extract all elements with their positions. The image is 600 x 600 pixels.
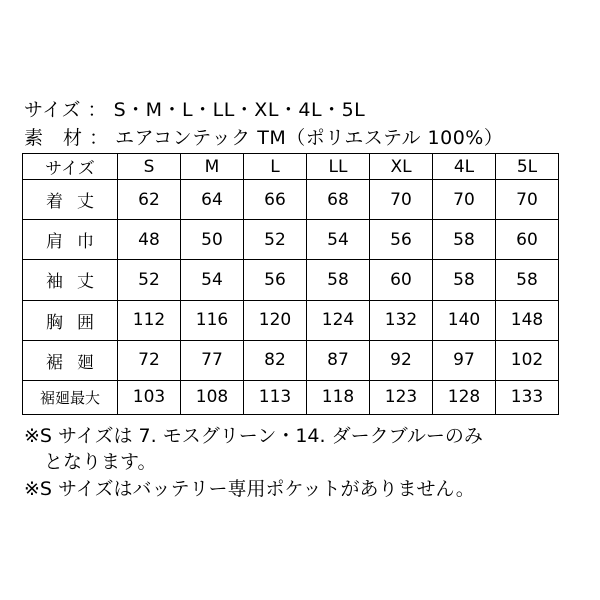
row-label: 裾廻 <box>23 340 118 380</box>
table-cell: 52 <box>244 220 307 260</box>
table-cell: 148 <box>496 300 559 340</box>
note-s-size-battery-pocket: ※S サイズはバッテリー専用ポケットがありません。 <box>24 478 475 500</box>
table-cell: 64 <box>181 180 244 220</box>
table-cell: 50 <box>181 220 244 260</box>
table-row <box>23 220 559 260</box>
table-cell: 70 <box>370 180 433 220</box>
table-cell: 124 <box>307 300 370 340</box>
column-header-size: XL <box>370 154 433 180</box>
table-cell: 70 <box>496 180 559 220</box>
table-cell: 116 <box>181 300 244 340</box>
row-label: 裾廻最大 <box>23 380 118 414</box>
table-cell: 140 <box>433 300 496 340</box>
table-row <box>23 260 559 300</box>
column-header-size: L <box>244 154 307 180</box>
table-cell: 77 <box>181 340 244 380</box>
note-s-size-colors-continued: となります。 <box>44 451 157 473</box>
table-cell: 118 <box>307 380 370 414</box>
table-cell: 113 <box>244 380 307 414</box>
table-row <box>23 180 559 220</box>
table-cell: 60 <box>370 260 433 300</box>
table-cell: 97 <box>433 340 496 380</box>
table-cell: 56 <box>370 220 433 260</box>
table-cell: 70 <box>433 180 496 220</box>
table-row <box>23 380 559 414</box>
table-cell: 123 <box>370 380 433 414</box>
table-cell: 72 <box>118 340 181 380</box>
table-cell: 112 <box>118 300 181 340</box>
table-cell: 68 <box>307 180 370 220</box>
material-line <box>24 126 503 150</box>
sizes-line <box>24 98 365 122</box>
sizes-separator: ： <box>87 99 108 121</box>
table-cell: 87 <box>307 340 370 380</box>
material-value: エアコンテック TM（ポリエステル 100%） <box>115 127 504 149</box>
table-cell: 58 <box>433 220 496 260</box>
sizes-value: S・M・L・LL・XL・4L・5L <box>113 99 366 121</box>
row-label: 胸囲 <box>23 300 118 340</box>
table-cell: 108 <box>181 380 244 414</box>
column-header-size: 5L <box>496 154 559 180</box>
table-cell: 52 <box>118 260 181 300</box>
table-cell: 133 <box>496 380 559 414</box>
column-header-size: 4L <box>433 154 496 180</box>
column-header-size: M <box>181 154 244 180</box>
table-cell: 56 <box>244 260 307 300</box>
table-cell: 82 <box>244 340 307 380</box>
table-cell: 92 <box>370 340 433 380</box>
material-label: 素 材 <box>24 127 83 149</box>
size-chart-table <box>22 153 559 415</box>
note-s-size-colors: ※S サイズは 7. モスグリーン・14. ダークブルーのみ <box>24 425 483 447</box>
table-cell: 66 <box>244 180 307 220</box>
table-cell: 128 <box>433 380 496 414</box>
table-cell: 54 <box>181 260 244 300</box>
table-cell: 58 <box>307 260 370 300</box>
material-separator: ： <box>89 127 109 149</box>
table-cell: 120 <box>244 300 307 340</box>
table-corner-label: サイズ <box>23 154 118 180</box>
row-label: 着丈 <box>23 180 118 220</box>
table-cell: 60 <box>496 220 559 260</box>
table-row <box>23 340 559 380</box>
table-cell: 132 <box>370 300 433 340</box>
table-header-row <box>23 154 559 180</box>
table-cell: 54 <box>307 220 370 260</box>
column-header-size: LL <box>307 154 370 180</box>
row-label: 袖丈 <box>23 260 118 300</box>
table-row <box>23 300 559 340</box>
row-label: 肩巾 <box>23 220 118 260</box>
table-cell: 102 <box>496 340 559 380</box>
table-cell: 58 <box>496 260 559 300</box>
table-cell: 62 <box>118 180 181 220</box>
table-cell: 48 <box>118 220 181 260</box>
table-cell: 58 <box>433 260 496 300</box>
column-header-size: S <box>118 154 181 180</box>
table-cell: 103 <box>118 380 181 414</box>
sizes-label: サイズ <box>24 99 81 121</box>
